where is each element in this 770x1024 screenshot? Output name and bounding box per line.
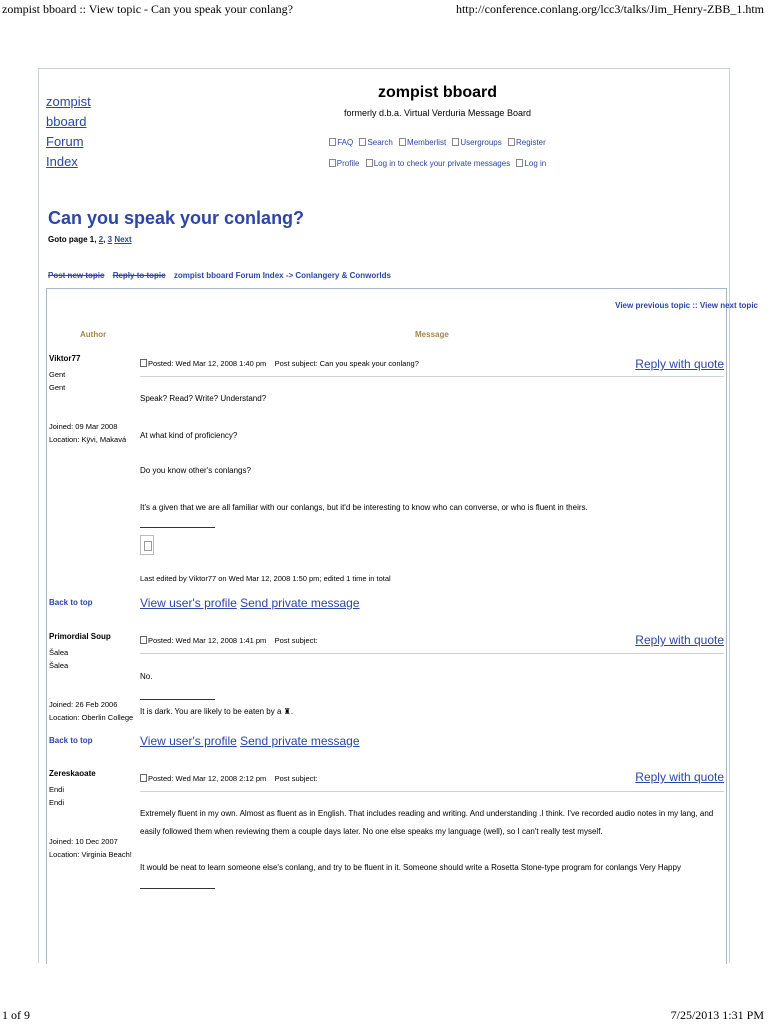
post-divider [140, 653, 724, 654]
page-current: 1 [89, 235, 95, 244]
send-pm-link[interactable]: Send private message [240, 734, 360, 748]
back-to-top-link[interactable]: Back to top [49, 598, 93, 607]
page-count: 1 of 9 [2, 1008, 30, 1022]
forum-index-link-line4[interactable]: Index [46, 154, 78, 169]
nav-faq[interactable]: FAQ [329, 138, 353, 147]
post-text-line: Extremely fluent in my own. Almost as fluent as in English. That includes reading and writing. And understanding .I think. I've recorded audio notes in my lang, and easily followed them when reviewing them a couple days later. No one else speaks my language (well), so I can't really test myself. [140, 809, 714, 836]
print-header-title: zompist bboard :: View topic - Can you speak your conlang? [2, 2, 293, 16]
post-text-line: Do you know other's conlangs? [140, 466, 251, 475]
post-new-topic-button[interactable]: Post new topic [48, 271, 105, 280]
post-author: Zereskaoate [49, 769, 96, 778]
post-text-line: It would be neat to learn someone else's conlang, and try to be fluent in it. Someone should write a Rosetta Stone-type program for conlangs Very Happy [140, 863, 681, 872]
message-column-header: Message [415, 330, 449, 339]
nav-memberlist[interactable]: Memberlist [399, 138, 446, 147]
forum-index-link-line2[interactable]: bboard [46, 114, 87, 129]
post-text-line: No. [140, 672, 153, 681]
reply-with-quote-button[interactable]: Reply with quote [635, 357, 724, 371]
forum-index-link[interactable] [46, 92, 116, 172]
author-rank: Endi Endi [49, 785, 65, 807]
post-text-line: It's a given that we are all familiar with our conlangs, but it'd be interesting to know who can converse, or who is fluent in theirs. [140, 503, 588, 512]
view-profile-link[interactable]: View user's profile [140, 734, 237, 748]
topic-actions [48, 271, 391, 280]
signature-rule [140, 527, 215, 528]
post-header: Posted: Wed Mar 12, 2008 1:40 pm Post subject: Can you speak your conlang? [140, 359, 419, 368]
nav-private-messages[interactable]: Log in to check your private messages [366, 159, 511, 168]
nav-search[interactable]: Search [359, 138, 392, 147]
site-title: zompist bboard [377, 84, 498, 101]
view-profile-link[interactable]: View user's profile [140, 596, 237, 610]
topic-title[interactable]: Can you speak your conlang? [48, 208, 305, 228]
usergroups-icon [452, 138, 459, 146]
post-user-links [140, 734, 360, 748]
page-link-2[interactable]: 2 [98, 235, 104, 244]
breadcrumb[interactable]: zompist bboard Forum Index -> Conlangery & Conworlds [173, 271, 391, 280]
author-column-header: Author [80, 330, 107, 339]
forum-index-link-line3[interactable]: Forum [46, 134, 84, 149]
signature-rule [140, 699, 215, 700]
signature-rule [140, 888, 215, 889]
pagination: Goto page 1, 2, 3 Next [48, 235, 132, 244]
reply-with-quote-button[interactable]: Reply with quote [635, 633, 724, 647]
print-header [2, 2, 764, 22]
nav-row-secondary [270, 159, 605, 168]
signature-image-icon [140, 535, 154, 555]
post-author: Viktor77 [49, 354, 81, 363]
post-header: Posted: Wed Mar 12, 2008 2:12 pm Post subject: [140, 774, 318, 783]
nav-usergroups[interactable]: Usergroups [452, 138, 501, 147]
site-subtitle: formerly d.b.a. Virtual Verduria Message Board [344, 108, 531, 118]
post-author: Primordial Soup [49, 632, 111, 641]
author-rank: Gent Gent [49, 370, 66, 392]
nav-login[interactable]: Log in [516, 159, 546, 168]
memberlist-icon [399, 138, 406, 146]
post-icon [140, 636, 147, 644]
post-divider [140, 376, 724, 377]
post-icon [140, 774, 147, 782]
profile-icon [329, 159, 336, 167]
faq-icon [329, 138, 336, 146]
search-icon [359, 138, 366, 146]
print-footer [2, 1008, 764, 1024]
signature-text: It is dark. You are likely to be eaten by a ♜. [140, 707, 294, 716]
post-divider [140, 791, 724, 792]
print-header-url: http://conference.conlang.org/lcc3/talks/Jim_Henry-ZBB_1.htm [455, 2, 764, 16]
login-icon [516, 159, 523, 167]
page-link-3[interactable]: 3 [107, 235, 113, 244]
author-details: Joined: 10 Dec 2007 Location: Virginia Beach! [49, 837, 132, 859]
print-timestamp: 7/25/2013 1:31 PM [670, 1008, 764, 1022]
reply-to-topic-button[interactable]: Reply to topic [112, 271, 166, 280]
post-icon [140, 359, 147, 367]
send-pm-link[interactable]: Send private message [240, 596, 360, 610]
edit-note: Last edited by Viktor77 on Wed Mar 12, 2008 1:50 pm; edited 1 time in total [140, 574, 391, 583]
messages-icon [366, 159, 373, 167]
post-user-links [140, 596, 360, 610]
prev-next-topic-links[interactable]: View previous topic :: View next topic [615, 301, 758, 310]
nav-row-primary [270, 138, 605, 147]
back-to-top-link[interactable]: Back to top [49, 736, 93, 745]
nav-register[interactable]: Register [508, 138, 546, 147]
post-text-line: At what kind of proficiency? [140, 431, 238, 440]
register-icon [508, 138, 515, 146]
reply-with-quote-button[interactable]: Reply with quote [635, 770, 724, 784]
nav-profile[interactable]: Profile [329, 159, 360, 168]
author-details: Joined: 26 Feb 2006 Location: Oberlin College [49, 700, 134, 722]
author-rank: Šalea Šalea [49, 648, 69, 670]
post-text-line: Speak? Read? Write? Understand? [140, 394, 267, 403]
author-details: Joined: 09 Mar 2008 Location: Kÿvi, Makavá [49, 422, 127, 444]
grue-icon: ♜ [283, 707, 291, 716]
post-header: Posted: Wed Mar 12, 2008 1:41 pm Post subject: [140, 636, 318, 645]
page-next-link[interactable]: Next [114, 235, 132, 244]
forum-index-link-line1[interactable]: zompist [46, 94, 91, 109]
